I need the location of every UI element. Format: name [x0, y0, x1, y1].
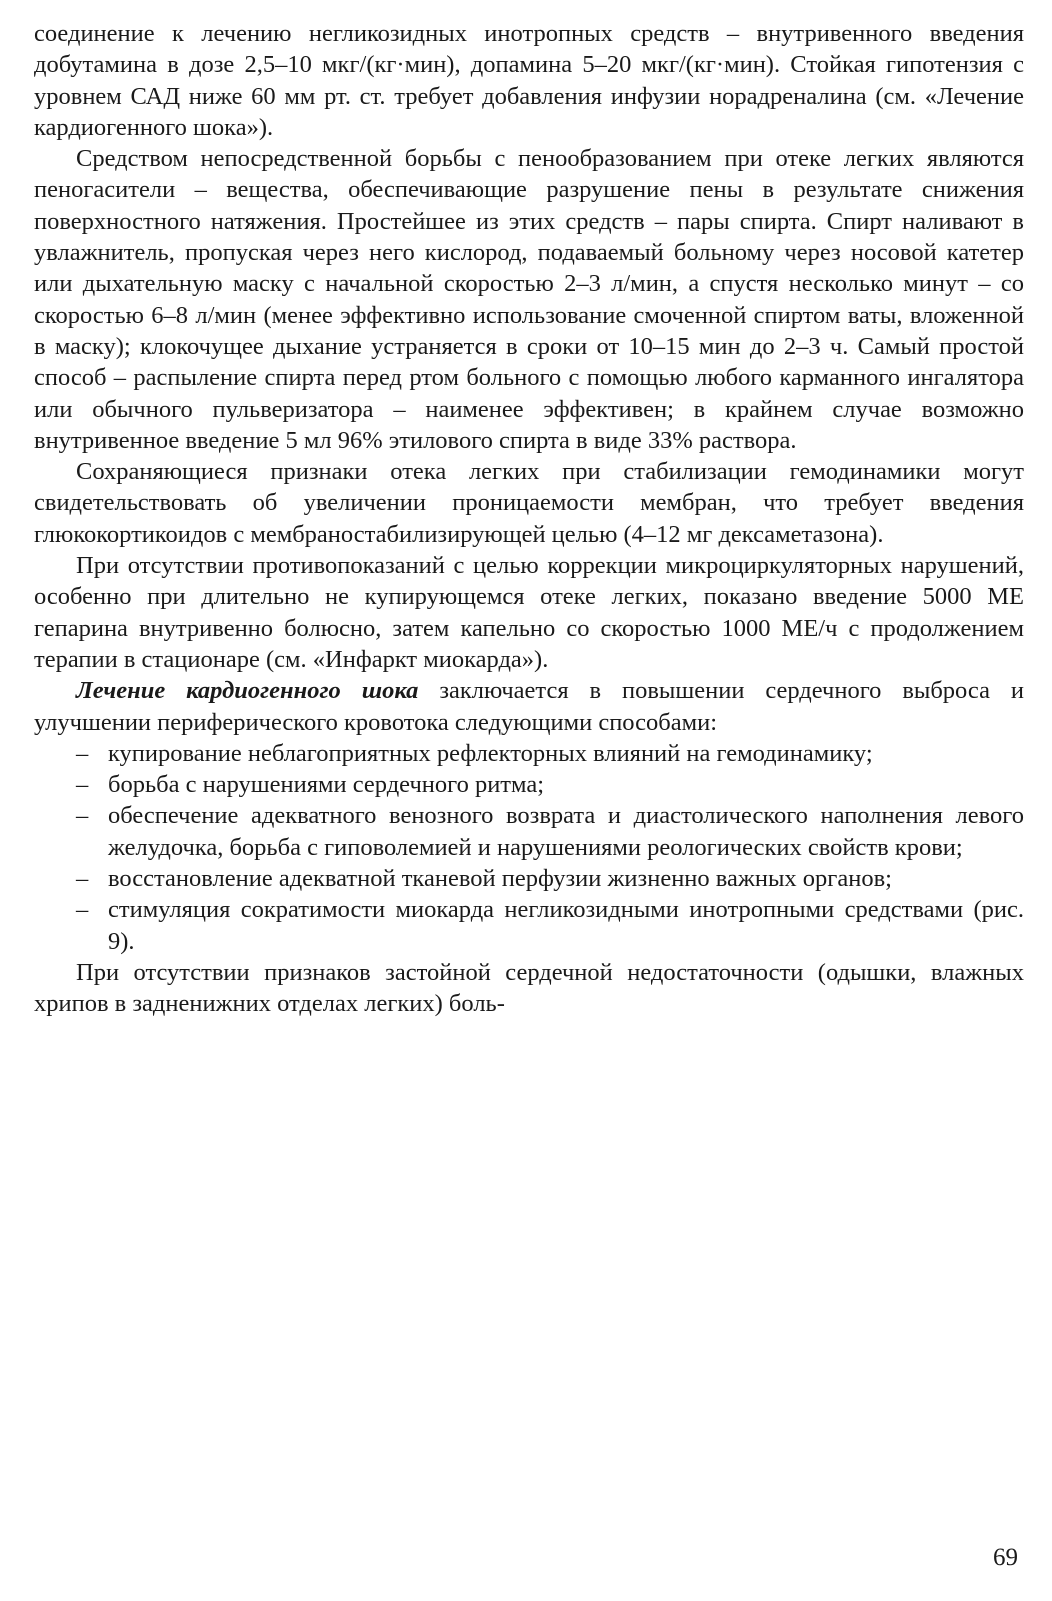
list-item-text: купирование неблагоприятных рефлекторных влияний на гемодинамику; [108, 739, 873, 767]
list-item-text: борьба с нарушениями сердечного ритма; [108, 771, 545, 799]
paragraph-antifoam: Средством непосредственной борьбы с пенообразованием при отеке легких являются пеногасители – вещества, обеспечивающие разрушение пены в результате снижения поверхностного натяжения. Простейшее из этих средств – пары спирта. Спирт наливают в увлажнитель, пропуская через него кислород, подаваемый больному через носовой катетер или дыхательную маску с начальной скоростью 2–3 л/мин, а спустя несколько минут – со скоростью 6–8 л/мин (менее эффективно использование смоченной спиртом ваты, вложенной в маску); клокочущее дыхание устраняется в сроки от 10–15 мин до 2–3 ч. Самый простой способ – распыление спирта перед ртом больного с помощью любого карманного ингалятора или обычного пульверизатора – наименее эффективен; в крайнем случае возможно внутривенное введение 5 мл 96% этилового спирта в виде 33% раствора. [34, 145, 1024, 454]
list-item-text: восстановление адекватной тканевой перфузии жизненно важных органов; [108, 865, 892, 893]
paragraph-continuation: соединение к лечению негликозидных инотропных средств – внутривенного введения добутамина в дозе 2,5–10 мкг/(кг·мин), допамина 5–20 мкг/(кг·мин). Стойкая гипотензия с уровнем САД ниже 60 мм рт. ст. требует добавления инфузии норадреналина (см. «Лечение кардиогенного шока»). [34, 20, 1024, 141]
list-item-text: обеспечение адекватного венозного возврата и диастолического наполнения левого желудочка, борьба с гиповолемией и нарушениями реологических свойств крови; [108, 802, 1024, 861]
list-item [34, 738, 1024, 769]
term-cardiogenic-shock: Лечение кардиогенного шока [76, 677, 419, 705]
list-item [34, 863, 1024, 894]
paragraph-no-congestion: При отсутствии признаков застойной сердечной недостаточности (одышки, влажных хрипов в задненижних отделах легких) боль- [34, 958, 1024, 1018]
dash-marker: – [76, 771, 89, 799]
page-number: 69 [993, 1544, 1018, 1571]
dash-marker: – [76, 739, 89, 767]
paragraph-glucocorticoids: Сохраняющиеся признаки отека легких при стабилизации гемодинамики могут свидетельствовать об увеличении проницаемости мембран, что требует введения глюкокортикоидов с мембраностабилизирующей целью (4–12 мг дексаметазона). [34, 458, 1024, 548]
dash-marker: – [76, 802, 89, 830]
paragraph-cardiogenic-shock-text: заключается в повышении сердечного выброса и улучшении периферического кровотока следующими способами: [34, 677, 1024, 736]
page-body [34, 18, 1024, 1020]
list-item [34, 894, 1024, 957]
list-item [34, 800, 1024, 863]
paragraph-heparin: При отсутствии противопоказаний с целью коррекции микроциркуляторных нарушений, особенно при длительно не купирующемся отеке легких, показано введение 5000 МЕ гепарина внутривенно болюсно, затем капельно со скоростью 1000 МЕ/ч с продолжением терапии в стационаре (см. «Инфаркт миокарда»). [34, 552, 1024, 673]
dash-marker: – [76, 865, 89, 893]
paragraph-cardiogenic-shock [34, 675, 1024, 738]
treatment-list [34, 738, 1024, 957]
list-item-text: стимуляция сократимости миокарда негликозидными инотропными средствами (рис. 9). [108, 896, 1024, 955]
dash-marker: – [76, 896, 89, 924]
list-item [34, 769, 1024, 800]
